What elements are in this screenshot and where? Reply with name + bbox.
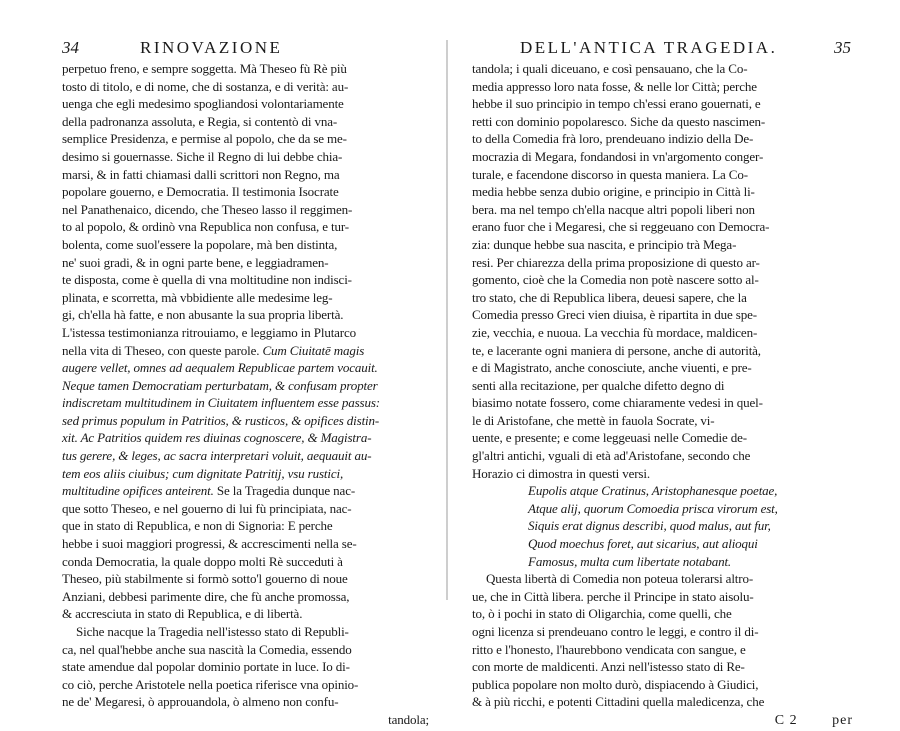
text-line: & à più ricchi, e potenti Cittadini quella maledicenza, che: [472, 694, 765, 710]
text-line: retti con dominio popolaresco. Siche da questo nascimen-: [472, 113, 766, 129]
text-line: Eupolis atque Cratinus, Aristophanesque poetae,: [528, 483, 778, 499]
text-line: te disposta, come è quella di vna moltitudine non indisci-: [62, 272, 352, 288]
text-line: turale, e facendone discorso in questa maniera. La Co-: [472, 166, 748, 182]
right-running-head: DELL'ANTICA TRAGEDIA.: [520, 38, 778, 57]
text-line: della padronanza assoluta, e Regia, si contentò di vna-: [62, 113, 338, 129]
catchword: per: [832, 712, 853, 728]
text-line: senti alla recitazione, per qualche difetto degno di: [472, 377, 725, 393]
text-line: to, ò i pochi in stato di Oligarchia, come quelli, che: [472, 606, 732, 622]
text-line: Questa libertà di Comedia non poteua tolerarsi altro-: [486, 571, 754, 587]
text-line: zie, vecchia, e nuoua. La vecchia fù mordace, maldicen-: [472, 324, 758, 340]
text-line: [62, 342, 447, 360]
text-line: xit. Ac Patritios quidem res diuinas cognoscere, & Magistra-: [62, 430, 372, 446]
text-line: gl'altri antichi, vguali di età ad'Aristofane, secondo che: [472, 448, 751, 464]
text-line: desimo si gouernasse. Siche il Regno di lui debbe chia-: [62, 148, 343, 164]
text-line: sed primus populum in Patritios, & rusticos, & opifices distin-: [62, 412, 380, 428]
text-line: ue, che in Città libera. perche il Principe in stato aisolu-: [472, 588, 754, 604]
text-line: gi, ch'ella hà fatte, e non abusante la sua propria libertà.: [62, 307, 344, 323]
text-line: Anziani, debbesi parimente dire, che fù anche promossa,: [62, 588, 350, 604]
left-page-header: [62, 38, 447, 58]
text-line: hebbe il suo principio in tempo ch'essi erano gouernati, e: [472, 96, 761, 112]
signature-mark: C 2: [774, 712, 798, 728]
text-line: semplice Presidenza, e permise al popolo, che da se me-: [62, 131, 347, 147]
text-line: Siquis erat dignus describi, quod malus, aut fur,: [528, 518, 771, 534]
right-page-number: 35: [834, 38, 851, 57]
text-line: co ciò, perche Aristotele nella poetica riferisce vna opinio-: [62, 676, 359, 692]
latin-quote-segment: Cum Ciuitatē magis: [262, 342, 365, 358]
text-line: Theseo, più stabilmente si formò sotto'l gouerno di noue: [62, 571, 348, 587]
text-line: & accresciuta in stato di Republica, e di libertà.: [62, 606, 303, 622]
text-line: plinata, e scorretta, mà vbbidiente alle medesime leg-: [62, 289, 333, 305]
text-line: le di Aristofane, che mettè in fauola Socrate, vi-: [472, 412, 715, 428]
text-line: uenga che egli medesimo spogliandosi volontariamente: [62, 96, 344, 112]
text-line: gomento, cioè che la Comedia non potè nascere sotto al-: [472, 272, 759, 288]
text-line: Neque tamen Democratiam perturbatam, & confusam propter: [62, 377, 378, 393]
roman-segment: Se la Tragedia dunque nac-: [213, 483, 356, 499]
text-line: te, e lacerante ogni maniera di persone, anche di autorità,: [472, 342, 761, 358]
text-line: biasimo notate fossero, come chiaramente vedesi in quel-: [472, 395, 763, 411]
page-footer: [472, 711, 857, 731]
text-line: media appresso loro nata fosse, & nelle lor Città; perche: [472, 78, 757, 94]
text-line: publica popolare non molto durò, dispiacendo à Giudici,: [472, 676, 759, 692]
left-page-number: 34: [62, 38, 79, 57]
text-line: state amendue dal popolar dominio portate in luce. Io di-: [62, 659, 350, 675]
text-line: zia: dunque hebbe sua nascita, e principio trà Mega-: [472, 236, 737, 252]
text-line: e di Magistrato, anche conosciute, anche viuenti, e pre-: [472, 360, 752, 376]
text-line: Quod moechus foret, aut sicarius, aut alioqui: [528, 536, 758, 552]
text-line: con morte de maldicenti. Anzi nell'istesso stato di Re-: [472, 659, 745, 675]
text-line: ritto e l'honesto, l'haurebbono vendicata con sangue, e: [472, 641, 746, 657]
text-line: popolare gouerno, e Democratia. Il testimonia Isocrate: [62, 184, 339, 200]
text-line: resi. Per chiarezza della prima proposizione di questo ar-: [472, 254, 760, 270]
text-line: Famosus, multa cum libertate notabant.: [528, 553, 732, 569]
text-line: que sotto Theseo, e nel gouerno di lui fù principiata, nac-: [62, 500, 352, 516]
text-line: tus gerere, & leges, ac sacra interpretari voluit, aequauit au-: [62, 448, 372, 464]
right-page: [472, 38, 857, 728]
text-line: Siche nacque la Tragedia nell'istesso stato di Republi-: [76, 624, 349, 639]
text-line: tandola; i quali diceuano, e così pensauano, che la Co-: [472, 61, 748, 76]
text-line: to della Comedia frà loro, prendeuano indizio della De-: [472, 131, 754, 147]
text-line: conda Democratia, la quale doppo molti Rè succeduti à: [62, 553, 343, 569]
text-line: que in stato di Republica, e non di Signoria: E perche: [62, 518, 333, 534]
text-line: bera. ma nel tempo ch'ella nacque altri popoli liberi non: [472, 201, 755, 217]
text-line: nel Panathenaico, dicendo, che Theseo lasso il reggimen-: [62, 201, 353, 217]
text-line: to al popolo, & ordinò vna Republica non confusa, e tur-: [62, 219, 350, 235]
left-running-head: RINOVAZIONE: [140, 38, 283, 57]
text-line: ne de' Megaresi, ò approuandola, ò almeno non confu-: [62, 694, 339, 710]
text-line: Horazio ci dimostra in questi versi.: [472, 465, 650, 481]
text-line: [62, 482, 447, 500]
text-line: perpetuo freno, e sempre soggetta. Mà Theseo fù Rè più: [62, 61, 347, 76]
text-line: Comedia presso Greci vien diuisa, è ripartita in due spe-: [472, 307, 757, 323]
text-line: uente, e presente; e come leggeuasi nelle Comedie de-: [472, 430, 747, 446]
text-line: tosto di titolo, e di nome, che di sostanza, e di verità: au-: [62, 78, 349, 94]
left-page: [62, 38, 447, 727]
latin-quote-segment: multitudine opifices anteirent.: [62, 483, 214, 499]
right-page-header: [472, 38, 857, 58]
right-page-body: [472, 60, 857, 711]
roman-segment: nella vita di Theseo, con queste parole.: [62, 342, 263, 358]
text-line: tem eos aliis ciuibus; cum dignitate Patritij, vsu rustici,: [62, 465, 344, 481]
text-line: indiscretam multitudinem in Ciuitatem influentem esse passus:: [62, 395, 380, 411]
left-page-body: [62, 60, 447, 729]
text-line: tandola;: [388, 711, 429, 727]
text-line: Atque alij, quorum Comoedia prisca virorum est,: [528, 500, 778, 516]
text-line: tro stato, che di Republica libera, deuesi sapere, che la: [472, 289, 747, 305]
text-line: marsi, & in fatti chiamasi dalli scrittori non Regno, ma: [62, 166, 340, 182]
text-line: media hebbe senza dubio origine, e principio in Città li-: [472, 184, 755, 200]
text-line: erano fuor che i Megaresi, che si reggeuano con Democra-: [472, 219, 770, 235]
text-line: ca, nel qual'hebbe anche sua nascità la Comedia, essendo: [62, 641, 352, 657]
text-line: bolenta, come suol'essere la popolare, mà ben distinta,: [62, 236, 338, 252]
text-line: augere vellet, omnes ad aequalem Republicae partem vocauit.: [62, 360, 378, 376]
text-line: L'istessa testimonianza ritrouiamo, e leggiamo in Plutarco: [62, 324, 357, 340]
text-line: mocrazia di Megara, fondandosi in vn'argomento conger-: [472, 148, 764, 164]
text-line: ogni licenza si prendeuano contro le leggi, e contro il di-: [472, 624, 759, 639]
text-line: ne' suoi gradi, & in ogni parte bene, e leggiadramen-: [62, 254, 329, 270]
text-line: hebbe i suoi maggiori progressi, & accrescimenti nella se-: [62, 536, 357, 552]
